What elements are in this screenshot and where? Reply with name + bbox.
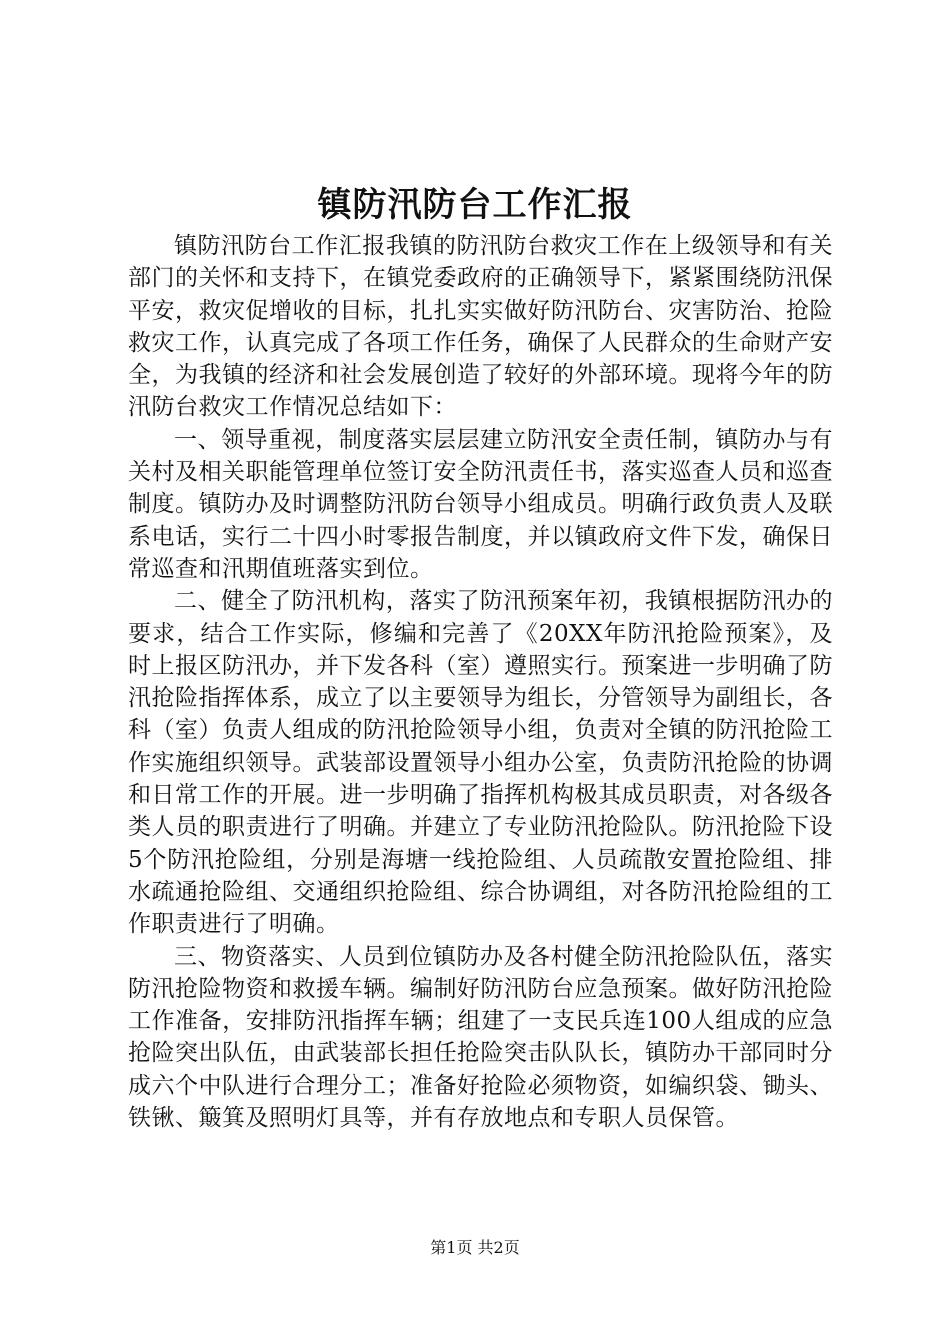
document-body xyxy=(128,230,833,1134)
paragraph-section-1: 一、领导重视，制度落实层层建立防汛安全责任制，镇防办与有关村及相关职能管理单位签订安全防汛责任书，落实巡查人员和巡查制度。镇防办及时调整防汛防台领导小组成员。明确行政负责人及联系电话，实行二十四小时零报告制度，并以镇政府文件下发，确保日常巡查和汛期值班落实到位。 xyxy=(128,426,833,582)
paragraph-intro: 镇防汛防台工作汇报我镇的防汛防台救灾工作在上级领导和有关部门的关怀和支持下，在镇党委政府的正确领导下，紧紧围绕防汛保平安，救灾促增收的目标，扎扎实实做好防汛防台、灾害防治、抢险救灾工作，认真完成了各项工作任务，确保了人民群众的生命财产安全，为我镇的经济和社会发展创造了较好的外部环境。现将今年的防汛防台救灾工作情况总结如下： xyxy=(128,233,833,421)
paragraph-section-2: 二、健全了防汛机构，落实了防汛预案年初，我镇根据防汛办的要求，结合工作实际，修编和完善了《20XX年防汛抢险预案》，及时上报区防汛办，并下发各科（室）遵照实行。预案进一步明确了防汛抢险指挥体系，成立了以主要领导为组长，分管领导为副组长，各科（室）负责人组成的防汛抢险领导小组，负责对全镇的防汛抢险工作实施组织领导。武装部设置领导小组办公室，负责防汛抢险的协调和日常工作的开展。进一步明确了指挥机构极其成员职责，对各级各类人员的职责进行了明确。并建立了专业防汛抢险队。防汛抢险下设5个防汛抢险组，分别是海塘一线抢险组、人员疏散安置抢险组、排水疏通抢险组、交通组织抢险组、综合协调组，对各防汛抢险组的工作职责进行了明确。 xyxy=(128,588,833,938)
paragraph-section-3: 三、物资落实、人员到位镇防办及各村健全防汛抢险队伍，落实防汛抢险物资和救援车辆。编制好防汛防台应急预案。做好防汛抢险工作准备，安排防汛指挥车辆；组建了一支民兵连100人组成的应急抢险突出队伍，由武装部长担任抢险突击队队长，镇防办干部同时分成六个中队进行合理分工；准备好抢险必须物资，如编织袋、锄头、铁锹、簸箕及照明灯具等，并有存放地点和专职人员保管。 xyxy=(128,943,833,1132)
document-title: 镇防汛防台工作汇报 xyxy=(317,185,633,225)
page-footer: 第1页 共2页 xyxy=(430,1238,520,1257)
